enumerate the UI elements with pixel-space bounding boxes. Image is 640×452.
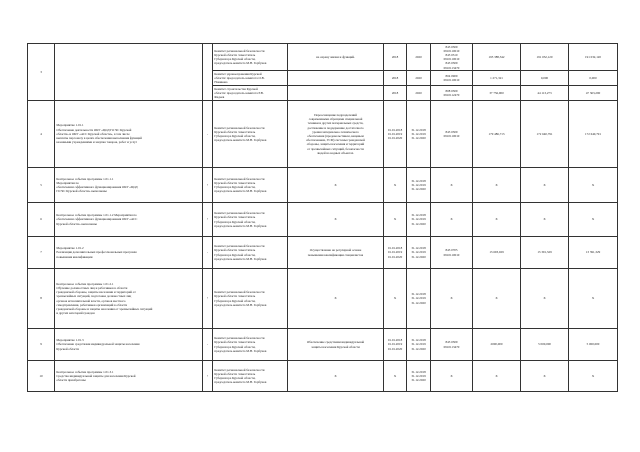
responsible-executor-line: Комитет региональной безопасности bbox=[214, 125, 265, 130]
start-date bbox=[384, 269, 407, 329]
start-date bbox=[384, 203, 407, 237]
start-date-line: 2018 bbox=[391, 76, 399, 81]
responsible-executor bbox=[213, 101, 288, 168]
expected-result-line: защиты населения Курской области bbox=[311, 344, 360, 349]
responsible-executor-line: Комитет региональной безопасности bbox=[214, 290, 265, 295]
row-number: 6 bbox=[28, 203, 55, 237]
activity-name-line: органов исполнительной власти, органов местного bbox=[56, 298, 126, 303]
table-row bbox=[28, 44, 618, 71]
activity-name-line: обеспечению эффективного функционирования ОКУ «АСС bbox=[56, 217, 138, 222]
expected-result-line: X bbox=[334, 296, 337, 301]
budget-code-line: X bbox=[450, 373, 453, 378]
end-date bbox=[407, 269, 431, 329]
end-date-line: 31.12.2018 bbox=[411, 178, 426, 183]
amount-2019: 44 113,273 bbox=[521, 86, 569, 101]
budget-code bbox=[431, 168, 473, 203]
responsible-executor-line: председатель комитета М.Н. Горбунов bbox=[214, 348, 267, 353]
end-date-line: 31.12.2018 bbox=[411, 369, 426, 374]
expected-result-line: обороны, защиты населения и территорий bbox=[306, 142, 365, 147]
activity-name bbox=[55, 44, 203, 101]
amount-2019: X bbox=[521, 269, 569, 329]
amount-2018: X bbox=[473, 269, 521, 329]
amount-2019: 13 391,329 bbox=[521, 237, 569, 269]
end-date-line: 31.12.2018 bbox=[411, 246, 426, 251]
responsible-executor-line: председатель комитета М.Н. Горбунов bbox=[214, 256, 267, 261]
end-date-line: 2020 bbox=[415, 55, 422, 60]
budget-code bbox=[431, 329, 473, 361]
responsible-executor-line: Губернатора Курской области, bbox=[214, 185, 256, 189]
activity-name-line: Контрольное событие программы 1.01.1.1 bbox=[56, 176, 114, 181]
expected-result-line: достижение и поддержание достаточного bbox=[307, 125, 364, 130]
responsible-executor-line: Курской области /заместитель bbox=[214, 129, 256, 134]
amount-2020: 13 391,329 bbox=[569, 237, 618, 269]
responsible-executor-line: Курской области /заместитель bbox=[214, 53, 256, 57]
expected-result-line: современными образцами специальной bbox=[308, 117, 363, 122]
amount-2020: 47 363,290 bbox=[569, 86, 618, 101]
table-row bbox=[28, 361, 618, 392]
amount-2020: X bbox=[569, 361, 618, 392]
start-date bbox=[384, 168, 407, 203]
expected-result-line: на охрану жизни и функций. bbox=[316, 55, 355, 60]
responsible-executor-line: Комитет региональной безопасности bbox=[214, 48, 265, 53]
responsible-executor bbox=[213, 269, 288, 329]
responsible-executor bbox=[213, 329, 288, 361]
amount-2020: 172 640,791 bbox=[569, 101, 618, 168]
status-mark bbox=[203, 44, 213, 101]
amount-2018: X bbox=[473, 168, 521, 203]
start-date-line: 01.01.2020 bbox=[387, 346, 403, 351]
responsible-executor-line: Фадеев bbox=[214, 95, 225, 100]
end-date-line: 2020 bbox=[415, 76, 422, 81]
responsible-executor-line: Комитет здравоохранения Курской bbox=[214, 72, 262, 76]
table-row bbox=[28, 269, 618, 329]
end-date-line: 31.12.2019 bbox=[411, 217, 426, 222]
start-date bbox=[384, 237, 407, 269]
budget-code-line: 0910110010 bbox=[443, 57, 460, 62]
responsible-executor bbox=[213, 203, 288, 237]
expected-result-line: обеспечения (продовольствием, вещевым bbox=[307, 134, 364, 138]
expected-result bbox=[288, 269, 384, 329]
responsible-executor-line: Комитет региональной безопасности bbox=[214, 176, 265, 181]
row-number: 3 bbox=[28, 44, 55, 101]
responsible-executor-line: области/ председатель комитета Р.В. bbox=[214, 91, 264, 95]
start-date-line: X bbox=[393, 182, 397, 187]
activity-name-line: Мероприятие 1.01.1 bbox=[56, 123, 84, 128]
row-number: 7 bbox=[28, 237, 55, 269]
budget-code-line: 0910110010 bbox=[443, 78, 460, 83]
end-date-line: 31.12.2020 bbox=[411, 346, 426, 351]
status-mark: • bbox=[203, 168, 213, 203]
table-row bbox=[28, 168, 618, 203]
start-date bbox=[384, 101, 407, 168]
responsible-executor-line: Курской области /заместитель bbox=[214, 371, 256, 376]
start-date-line: X bbox=[393, 217, 397, 222]
activity-name-line: Обеспечение деятельности ОКУ «ЦОД ГО ЧС Курской bbox=[56, 127, 132, 132]
expected-result-line: обеспечением, ГСМ) системы гражданской bbox=[306, 138, 365, 143]
budget-code bbox=[431, 203, 473, 237]
activity-name-line: и других категорий граждан bbox=[56, 311, 95, 316]
end-date bbox=[407, 71, 431, 86]
amount-2018: 1 271,321 bbox=[473, 71, 521, 86]
expected-result bbox=[288, 203, 384, 237]
activity-name bbox=[55, 361, 203, 392]
activity-name bbox=[55, 168, 203, 203]
end-date bbox=[407, 361, 431, 392]
responsible-executor-line: Комитет региональной безопасности bbox=[214, 336, 265, 341]
responsible-executor-line: Курской области /заместитель bbox=[214, 180, 256, 185]
amount-2020: 0,000 bbox=[569, 71, 618, 86]
activity-name-line: области» и ОКУ «АСС Курской области», в том числе bbox=[56, 131, 130, 136]
responsible-executor-line: председатель комитета М.Н. Горбунов bbox=[214, 223, 267, 228]
activity-name-line: обеспечению эффективного функционирования ОКУ «ЦОД bbox=[56, 185, 138, 189]
end-date-line: 31.12.2020 bbox=[411, 300, 426, 305]
amount-2019: X bbox=[521, 168, 569, 203]
table-row bbox=[28, 203, 618, 237]
activity-name-line: Контрольное событие программы 1.01.2.1 bbox=[56, 281, 114, 286]
activity-name-line: области приобретены bbox=[56, 378, 86, 383]
end-date bbox=[407, 203, 431, 237]
responsible-executor-line: Новикова bbox=[214, 80, 228, 85]
budget-code-line: 843 0309 bbox=[445, 61, 458, 66]
end-date-line: 31.12.2020 bbox=[411, 378, 426, 383]
budget-code-line: 0910113470 bbox=[443, 344, 460, 349]
activity-name-line: Средства индивидуальной защиты для населения Курской bbox=[56, 373, 136, 378]
end-date bbox=[407, 101, 431, 168]
responsible-executor-line: председатель комитета М.Н. Горбунов bbox=[214, 61, 267, 66]
status-mark: • bbox=[203, 203, 213, 237]
expected-result bbox=[288, 101, 384, 168]
activity-name-line: ГО ЧС Курской области» выполнены bbox=[56, 189, 107, 194]
start-date-line: X bbox=[393, 373, 397, 378]
amount-2018: 13 693,029 bbox=[473, 237, 521, 269]
expected-result-line: техники и других материальных средств, bbox=[307, 121, 364, 126]
budget-code-line: 0910112470 bbox=[443, 93, 460, 98]
expected-result-line: уровня материально-технического bbox=[312, 129, 359, 134]
expected-result-line: людей на водных объектах. bbox=[316, 150, 355, 155]
amount-2019: X bbox=[521, 361, 569, 392]
expected-result bbox=[288, 361, 384, 392]
table-row bbox=[28, 101, 618, 168]
responsible-executor-line: Комитет региональной безопасности bbox=[214, 244, 265, 249]
budget-code-line: 843 0309 bbox=[445, 129, 458, 134]
budget-code bbox=[431, 44, 473, 71]
budget-code-line: X bbox=[450, 217, 453, 222]
end-date bbox=[407, 86, 431, 101]
row-number: 10 bbox=[28, 361, 55, 392]
end-date bbox=[407, 44, 431, 71]
end-date bbox=[407, 329, 431, 361]
activity-name-line: гражданской обороны, защиты населения и территорий от bbox=[56, 290, 136, 295]
activity-name-line: повышения квалификации bbox=[56, 254, 93, 259]
amount-2018: X bbox=[473, 361, 521, 392]
budget-code-line: X bbox=[450, 182, 453, 187]
activity-name-line: Мероприятие 1.01.2 bbox=[56, 246, 84, 251]
expected-result-line: X bbox=[334, 182, 337, 187]
amount-2019: 191 032,120 bbox=[521, 44, 569, 71]
activity-name bbox=[55, 203, 203, 237]
end-date-line: 31.12.2018 bbox=[411, 127, 426, 132]
activity-name-line: Обучение должностных лиц и работников в области bbox=[56, 285, 128, 290]
end-date-line: 31.12.2020 bbox=[411, 254, 426, 259]
amount-2018: 195 388,342 bbox=[473, 44, 521, 71]
amount-2019: 0,000 bbox=[521, 71, 569, 86]
responsible-executor bbox=[213, 237, 288, 269]
amount-2020: X bbox=[569, 203, 618, 237]
amount-2019: 172 640,791 bbox=[521, 101, 569, 168]
start-date-line: 2018 bbox=[391, 55, 399, 60]
row-number: 8 bbox=[28, 269, 55, 329]
budget-code-line: 0910110010 bbox=[443, 252, 460, 257]
activity-name-line: Курской области bbox=[56, 346, 80, 351]
activity-name-line: Мероприятие 1.01.3 bbox=[56, 338, 84, 343]
responsible-executor-line: Комитет региональной безопасности bbox=[214, 367, 265, 372]
budget-code-line: 843 0310 bbox=[445, 53, 458, 57]
status-mark: - bbox=[203, 101, 213, 168]
end-date-line: 31.12.2019 bbox=[411, 373, 426, 378]
responsible-executor-line: Губернатора Курской области, bbox=[214, 219, 256, 224]
responsible-executor-line: председатель комитета М.Н. Горбунов bbox=[214, 189, 267, 194]
activity-name-line: чрезвычайных ситуаций, подготовка должностных лиц bbox=[56, 294, 132, 299]
start-date-line: 01.01.2018 bbox=[387, 246, 403, 251]
budget-code-line: 0910113470 bbox=[443, 65, 460, 70]
activity-name-line: самоуправления, работников организаций в области bbox=[56, 302, 128, 307]
start-date-line: 01.01.2018 bbox=[387, 127, 403, 132]
start-date bbox=[384, 329, 407, 361]
amount-2018: X bbox=[473, 203, 521, 237]
budget-code bbox=[431, 86, 473, 101]
responsible-executor bbox=[213, 44, 288, 71]
start-date-line: 01.01.2020 bbox=[387, 254, 403, 259]
amount-2018: 2000,000 bbox=[473, 329, 521, 361]
activity-name bbox=[55, 101, 203, 168]
end-date bbox=[407, 168, 431, 203]
responsible-executor bbox=[213, 168, 288, 203]
end-date bbox=[407, 237, 431, 269]
amount-2018: 37 756,900 bbox=[473, 86, 521, 101]
end-date-line: 31.12.2020 bbox=[411, 136, 426, 141]
expected-result-line: от чрезвычайных ситуаций, безопасности bbox=[307, 146, 364, 151]
end-date-line: 31.12.2020 bbox=[411, 221, 426, 226]
activity-name-line: гражданской обороны и защиты населения от чрезвычайных ситуаций bbox=[56, 306, 153, 311]
budget-code bbox=[431, 71, 473, 86]
end-date-line: 31.12.2018 bbox=[411, 338, 426, 343]
start-date-line: 2018 bbox=[391, 91, 399, 95]
end-date-line: 31.12.2019 bbox=[411, 182, 426, 187]
start-date-line: 01.01.2019 bbox=[387, 250, 403, 255]
responsible-executor bbox=[213, 71, 288, 86]
responsible-executor-line: Курской области /заместитель bbox=[214, 294, 256, 299]
activity-name-line: Мероприятия по bbox=[56, 180, 79, 185]
budget-code-line: X bbox=[450, 296, 453, 301]
responsible-executor-line: Губернатора Курской области, bbox=[214, 376, 256, 380]
responsible-executor-line: области/ председатель комитета О.В. bbox=[214, 76, 265, 81]
budget-code bbox=[431, 269, 473, 329]
responsible-executor-line: Курской области /заместитель bbox=[214, 340, 256, 345]
table-row bbox=[28, 237, 618, 269]
expected-result-line: X bbox=[334, 373, 337, 378]
end-date-line: 31.12.2019 bbox=[411, 342, 426, 347]
activity-name-line: Контрольное событие программы 1.01.1.2 Мероприятия по bbox=[56, 213, 137, 218]
responsible-executor-line: Губернатора Курской области, bbox=[214, 344, 256, 349]
end-date-line: 31.12.2019 bbox=[411, 296, 426, 301]
budget-code-line: 0910110010 bbox=[443, 134, 460, 138]
activity-name-line: Обеспечение средствами индивидуальной защиты населения bbox=[56, 342, 140, 347]
budget-code-line: 843 0309 bbox=[445, 340, 458, 345]
amount-2019: 5 000,000 bbox=[521, 329, 569, 361]
status-mark: - bbox=[203, 329, 213, 361]
budget-code-line: 0910110010 bbox=[443, 48, 460, 53]
responsible-executor-line: Губернатора Курской области, bbox=[214, 298, 256, 303]
responsible-executor-line: Губернатора Курской области, bbox=[214, 57, 256, 62]
start-date-line: 01.01.2019 bbox=[387, 342, 403, 347]
budget-code-line: 843 0309 bbox=[445, 44, 458, 49]
amount-2019: X bbox=[521, 203, 569, 237]
end-date-line: 31.12.2018 bbox=[411, 292, 426, 297]
activity-name-line: Курской области» выполнены bbox=[56, 221, 97, 226]
amount-2020: 5 000,000 bbox=[569, 329, 618, 361]
activity-name bbox=[55, 237, 203, 269]
start-date bbox=[384, 86, 407, 101]
activity-name-line: казенными учреждениями и закупка товаров, работ и услуг bbox=[56, 140, 138, 145]
amount-2020: X bbox=[569, 269, 618, 329]
activity-name bbox=[55, 269, 203, 329]
start-date-line: 01.01.2020 bbox=[387, 136, 403, 141]
row-number: 5 bbox=[28, 168, 55, 203]
start-date-line: 01.01.2018 bbox=[387, 338, 403, 343]
start-date bbox=[384, 71, 407, 86]
budget-code bbox=[431, 361, 473, 392]
amount-2020: X bbox=[569, 168, 618, 203]
expected-result bbox=[288, 168, 384, 203]
budget-code bbox=[431, 237, 473, 269]
end-date-line: 2020 bbox=[415, 91, 422, 95]
expected-result-line: X bbox=[334, 217, 337, 222]
activity-name-line: Контрольное событие программы 1.01.3.1 bbox=[56, 369, 114, 374]
activity-name-line: Реализация дополнительных профессиональных программ bbox=[56, 250, 137, 255]
status-mark: - bbox=[203, 237, 213, 269]
end-date-line: 31.12.2018 bbox=[411, 213, 426, 218]
expected-result-line: Обеспечение средствами индивидуальной bbox=[306, 340, 365, 345]
responsible-executor-line: Комитет строительства Курской bbox=[214, 86, 258, 91]
budget-code-line: 843 0705 bbox=[445, 248, 458, 253]
end-date-line: 31.12.2019 bbox=[411, 250, 426, 255]
activity-name-line: выплаты персоналу в целях обеспечения выполнения функций bbox=[56, 136, 142, 141]
amount-2020: 191 032,120 bbox=[569, 44, 618, 71]
status-mark: • bbox=[203, 361, 213, 392]
expected-result bbox=[288, 44, 384, 71]
table-row bbox=[28, 329, 618, 361]
responsible-executor-line: Губернатора Курской области, bbox=[214, 134, 256, 138]
expected-result-line: Осуществление на регулярной основе bbox=[309, 248, 362, 253]
start-date-line: 01.01.2019 bbox=[387, 131, 403, 136]
responsible-executor-line: Губернатора Курской области, bbox=[214, 252, 256, 257]
row-number: 4 bbox=[28, 101, 55, 168]
budget-code bbox=[431, 101, 473, 168]
expected-result bbox=[288, 237, 384, 269]
responsible-executor bbox=[213, 361, 288, 392]
status-mark: • bbox=[203, 269, 213, 329]
responsible-executor-line: Курской области /заместитель bbox=[214, 248, 256, 253]
program-plan-table bbox=[27, 43, 618, 392]
start-date bbox=[384, 361, 407, 392]
budget-code-line: 808 0309 bbox=[445, 88, 458, 93]
amount-2018: 179 486,713 bbox=[473, 101, 521, 168]
row-number: 9 bbox=[28, 329, 55, 361]
responsible-executor-line: Комитет региональной безопасности bbox=[214, 211, 265, 216]
expected-result bbox=[288, 71, 384, 86]
responsible-executor-line: председатель комитета М.Н. Горбунов bbox=[214, 302, 267, 307]
responsible-executor bbox=[213, 86, 288, 101]
expected-result bbox=[288, 329, 384, 361]
responsible-executor-line: председатель комитета М.Н. Горбунов bbox=[214, 138, 267, 143]
budget-code-line: 804 0909 bbox=[445, 74, 458, 79]
expected-result-line: повышения квалификации специалистов bbox=[307, 252, 364, 257]
expected-result bbox=[288, 86, 384, 101]
responsible-executor-line: Курской области /заместитель bbox=[214, 215, 256, 220]
activity-name bbox=[55, 329, 203, 361]
expected-result-line: Переоснащение подразделений bbox=[314, 112, 357, 117]
start-date-line: X bbox=[393, 296, 397, 301]
start-date bbox=[384, 44, 407, 71]
end-date-line: 31.12.2019 bbox=[411, 131, 426, 136]
responsible-executor-line: председатель комитета М.Н. Горбунов bbox=[214, 380, 267, 385]
end-date-line: 31.12.2020 bbox=[411, 187, 426, 192]
